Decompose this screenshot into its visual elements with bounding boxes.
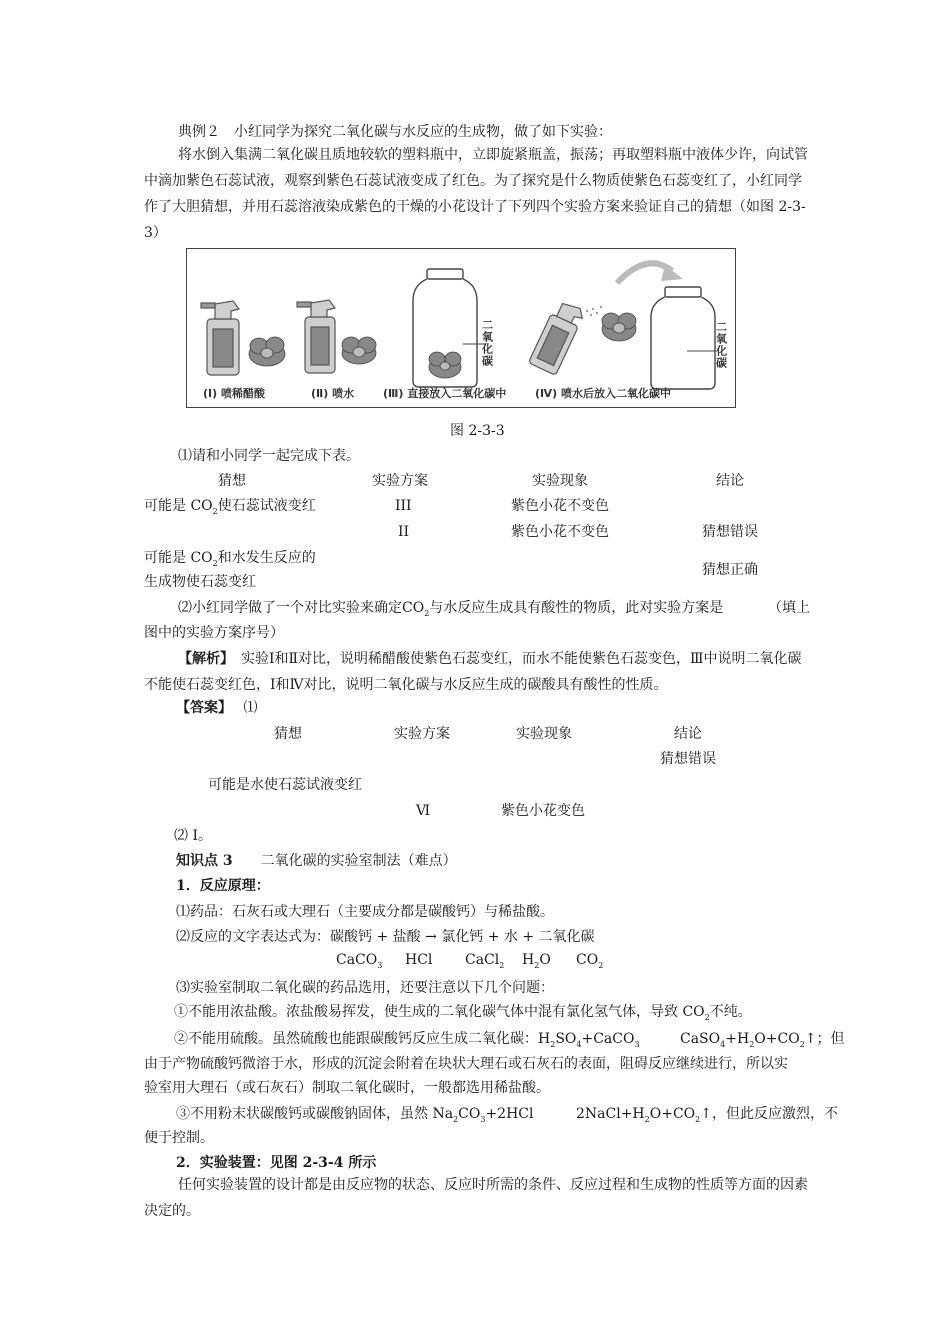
gas-jar-icon — [651, 287, 715, 389]
note-3-equation-products: $2NaCl+H_2O+CO_2↑$，但此反应激烈，不 — [576, 1106, 838, 1124]
jar-label-2: 二氧化碳 — [714, 321, 728, 369]
spray-bottle-icon — [297, 300, 335, 373]
question-1: ⑴请和小同学一起完成下表。 — [178, 448, 360, 464]
note-2-equation-products: $CaSO_4+H_2O+CO_2↑$；但 — [680, 1031, 845, 1049]
answer-header-plan: 实验方案 — [394, 726, 450, 742]
table-row1-guess: 可能是 $CO_2$使石蕊试液变红 — [144, 498, 316, 516]
table-header-guess: 猜想 — [218, 473, 246, 489]
answer-part2: ⑵ Ⅰ。 — [174, 828, 212, 844]
flower-icon — [602, 313, 636, 341]
formula-cacl2: CaCl$_2$ — [465, 952, 505, 970]
spray-bottle-icon — [528, 298, 585, 375]
answer-line: 【答案】 ⑴ — [176, 700, 258, 716]
figure-title: 图 2-3-3 — [450, 423, 505, 439]
flower-icon — [342, 337, 376, 364]
note-3-line1: ③不用粉末状碳酸钙或碳酸钠固体，虽然 $Na_2CO_3+2HCl$ — [176, 1106, 534, 1124]
flower-icon — [249, 337, 285, 366]
section-1-item-3: ⑶实验室制取二氧化碳的药品选用，还要注意以下几个问题： — [176, 980, 554, 996]
question-2-blank-note: （填上 — [768, 600, 810, 616]
jar-label-1: 二氧化碳 — [480, 319, 494, 367]
table-row2-conclusion: 猜想错误 — [702, 524, 758, 540]
table-header-phenomenon: 实验现象 — [532, 473, 588, 489]
knowledge-title: 知识点 3 二氧化碳的实验室制法（难点） — [176, 853, 457, 869]
table-header-conclusion: 结论 — [716, 473, 744, 489]
table-row2-plan: II — [398, 524, 410, 540]
table-row1-plan: III — [395, 498, 412, 514]
figure-caption-1: (Ⅰ) 喷稀醋酸 — [203, 387, 265, 400]
table-row3-conclusion: 猜想正确 — [702, 562, 758, 578]
table-row3-guess-line2: 生成物使石蕊变红 — [144, 574, 256, 590]
answer-guess: 可能是水使石蕊试液变红 — [208, 777, 362, 793]
note-1: ①不能用浓盐酸。浓盐酸易挥发，使生成的二氧化碳气体中混有氯化氢气体，导致 $CO_2$不纯。 — [174, 1004, 752, 1022]
figure-caption-3: (Ⅲ) 直接放入二氧化碳中 — [383, 387, 507, 400]
experiment-figure — [186, 248, 736, 408]
formula-caco3: CaCO$_3$ — [336, 952, 383, 970]
answer-header-phenomenon: 实验现象 — [516, 726, 572, 742]
spray-mist-icon — [586, 306, 602, 316]
question-2-line2: 图中的实验方案序号） — [144, 625, 284, 641]
spray-bottle-icon — [201, 301, 239, 375]
intro-paragraph: 将水倒入集满二氧化碳且质地较软的塑料瓶中，立即旋紧瓶盖，振荡；再取塑料瓶中液体少许，向试管中滴加紫色石蕊试液，观察到紫色石蕊试液变成了红色。为了探究是什么物质使紫色石蕊变红了，小红同学作了大胆猜想，并用石蕊溶液染成紫色的干燥的小花设计了下列四个实验方案来验证自己的猜想（如图 2-3-3） — [144, 147, 808, 241]
experiment-illustration — [187, 249, 735, 407]
table-row3-guess-line1: 可能是 $CO_2$和水发生反应的 — [144, 550, 316, 568]
note-2-line2: 由于产物硫酸钙微溶于水，形成的沉淀会附着在块状大理石或石灰石的表面，阻碍反应继续进行，所以实 — [144, 1056, 788, 1072]
question-2-line1: ⑵小红同学做了一个对比实验来确定$CO_2$与水反应生成具有酸性的物质，此对实验方案是 — [178, 600, 724, 618]
note-2-line1: ②不能用硫酸。虽然硫酸也能跟碳酸钙反应生成二氧化碳：$H_2SO_4+CaCO_3$ — [174, 1031, 640, 1049]
table-row1-phenomenon: 紫色小花不变色 — [511, 498, 609, 514]
table-row2-phenomenon: 紫色小花不变色 — [511, 524, 609, 540]
example-title: 典例２ 小红同学为探究二氧化碳与水反应的生成物，做了如下实验： — [178, 124, 612, 140]
note-3-line2: 便于控制。 — [144, 1130, 214, 1146]
formula-h2o: $H_2O$ — [522, 952, 551, 970]
figure-caption-4: (Ⅳ) 喷水后放入二氧化碳中 — [535, 387, 671, 400]
figure-caption-2: (Ⅱ) 喷水 — [311, 387, 355, 400]
answer-conclusion: 猜想错误 — [660, 751, 716, 767]
section-2-text: 任何实验装置的设计都是由反应物的状态、反应时所需的条件、反应过程和生成物的性质等方面的因素决定的。 — [144, 1177, 808, 1219]
curved-arrow-icon — [617, 263, 683, 283]
section-1-item-1: ⑴药品：石灰石或大理石（主要成分都是碳酸钙）与稀盐酸。 — [176, 904, 554, 920]
flower-icon — [429, 352, 461, 378]
answer-phenomenon: 紫色小花变色 — [501, 803, 585, 819]
note-2-line3: 验室用大理石（或石灰石）制取二氧化碳时，一般都选用稀盐酸。 — [144, 1080, 550, 1096]
answer-header-guess: 猜想 — [274, 726, 302, 742]
answer-header-conclusion: 结论 — [674, 726, 702, 742]
answer-plan: Ⅵ — [416, 803, 431, 819]
analysis-paragraph: 【解析】 实验Ⅰ和Ⅱ对比，说明稀醋酸使紫色石蕊变红，而水不能使紫色石蕊变色，Ⅲ中说明二氧化碳不能使石蕊变红色，Ⅰ和Ⅳ对比，说明二氧化碳与水反应生成的碳酸具有酸性的性质。 — [144, 651, 802, 693]
table-header-plan: 实验方案 — [372, 473, 428, 489]
section-1-item-2: ⑵反应的文字表达式为：碳酸钙 + 盐酸 → 氯化钙 + 水 + 二氧化碳 — [176, 929, 595, 945]
section-2-title: 2．实验装置：见图 2-3-4 所示 — [176, 1155, 377, 1171]
formula-hcl: HCl — [405, 952, 433, 968]
section-1-title: 1．反应原理： — [176, 878, 270, 894]
formula-co2: $CO_2$ — [576, 952, 604, 970]
